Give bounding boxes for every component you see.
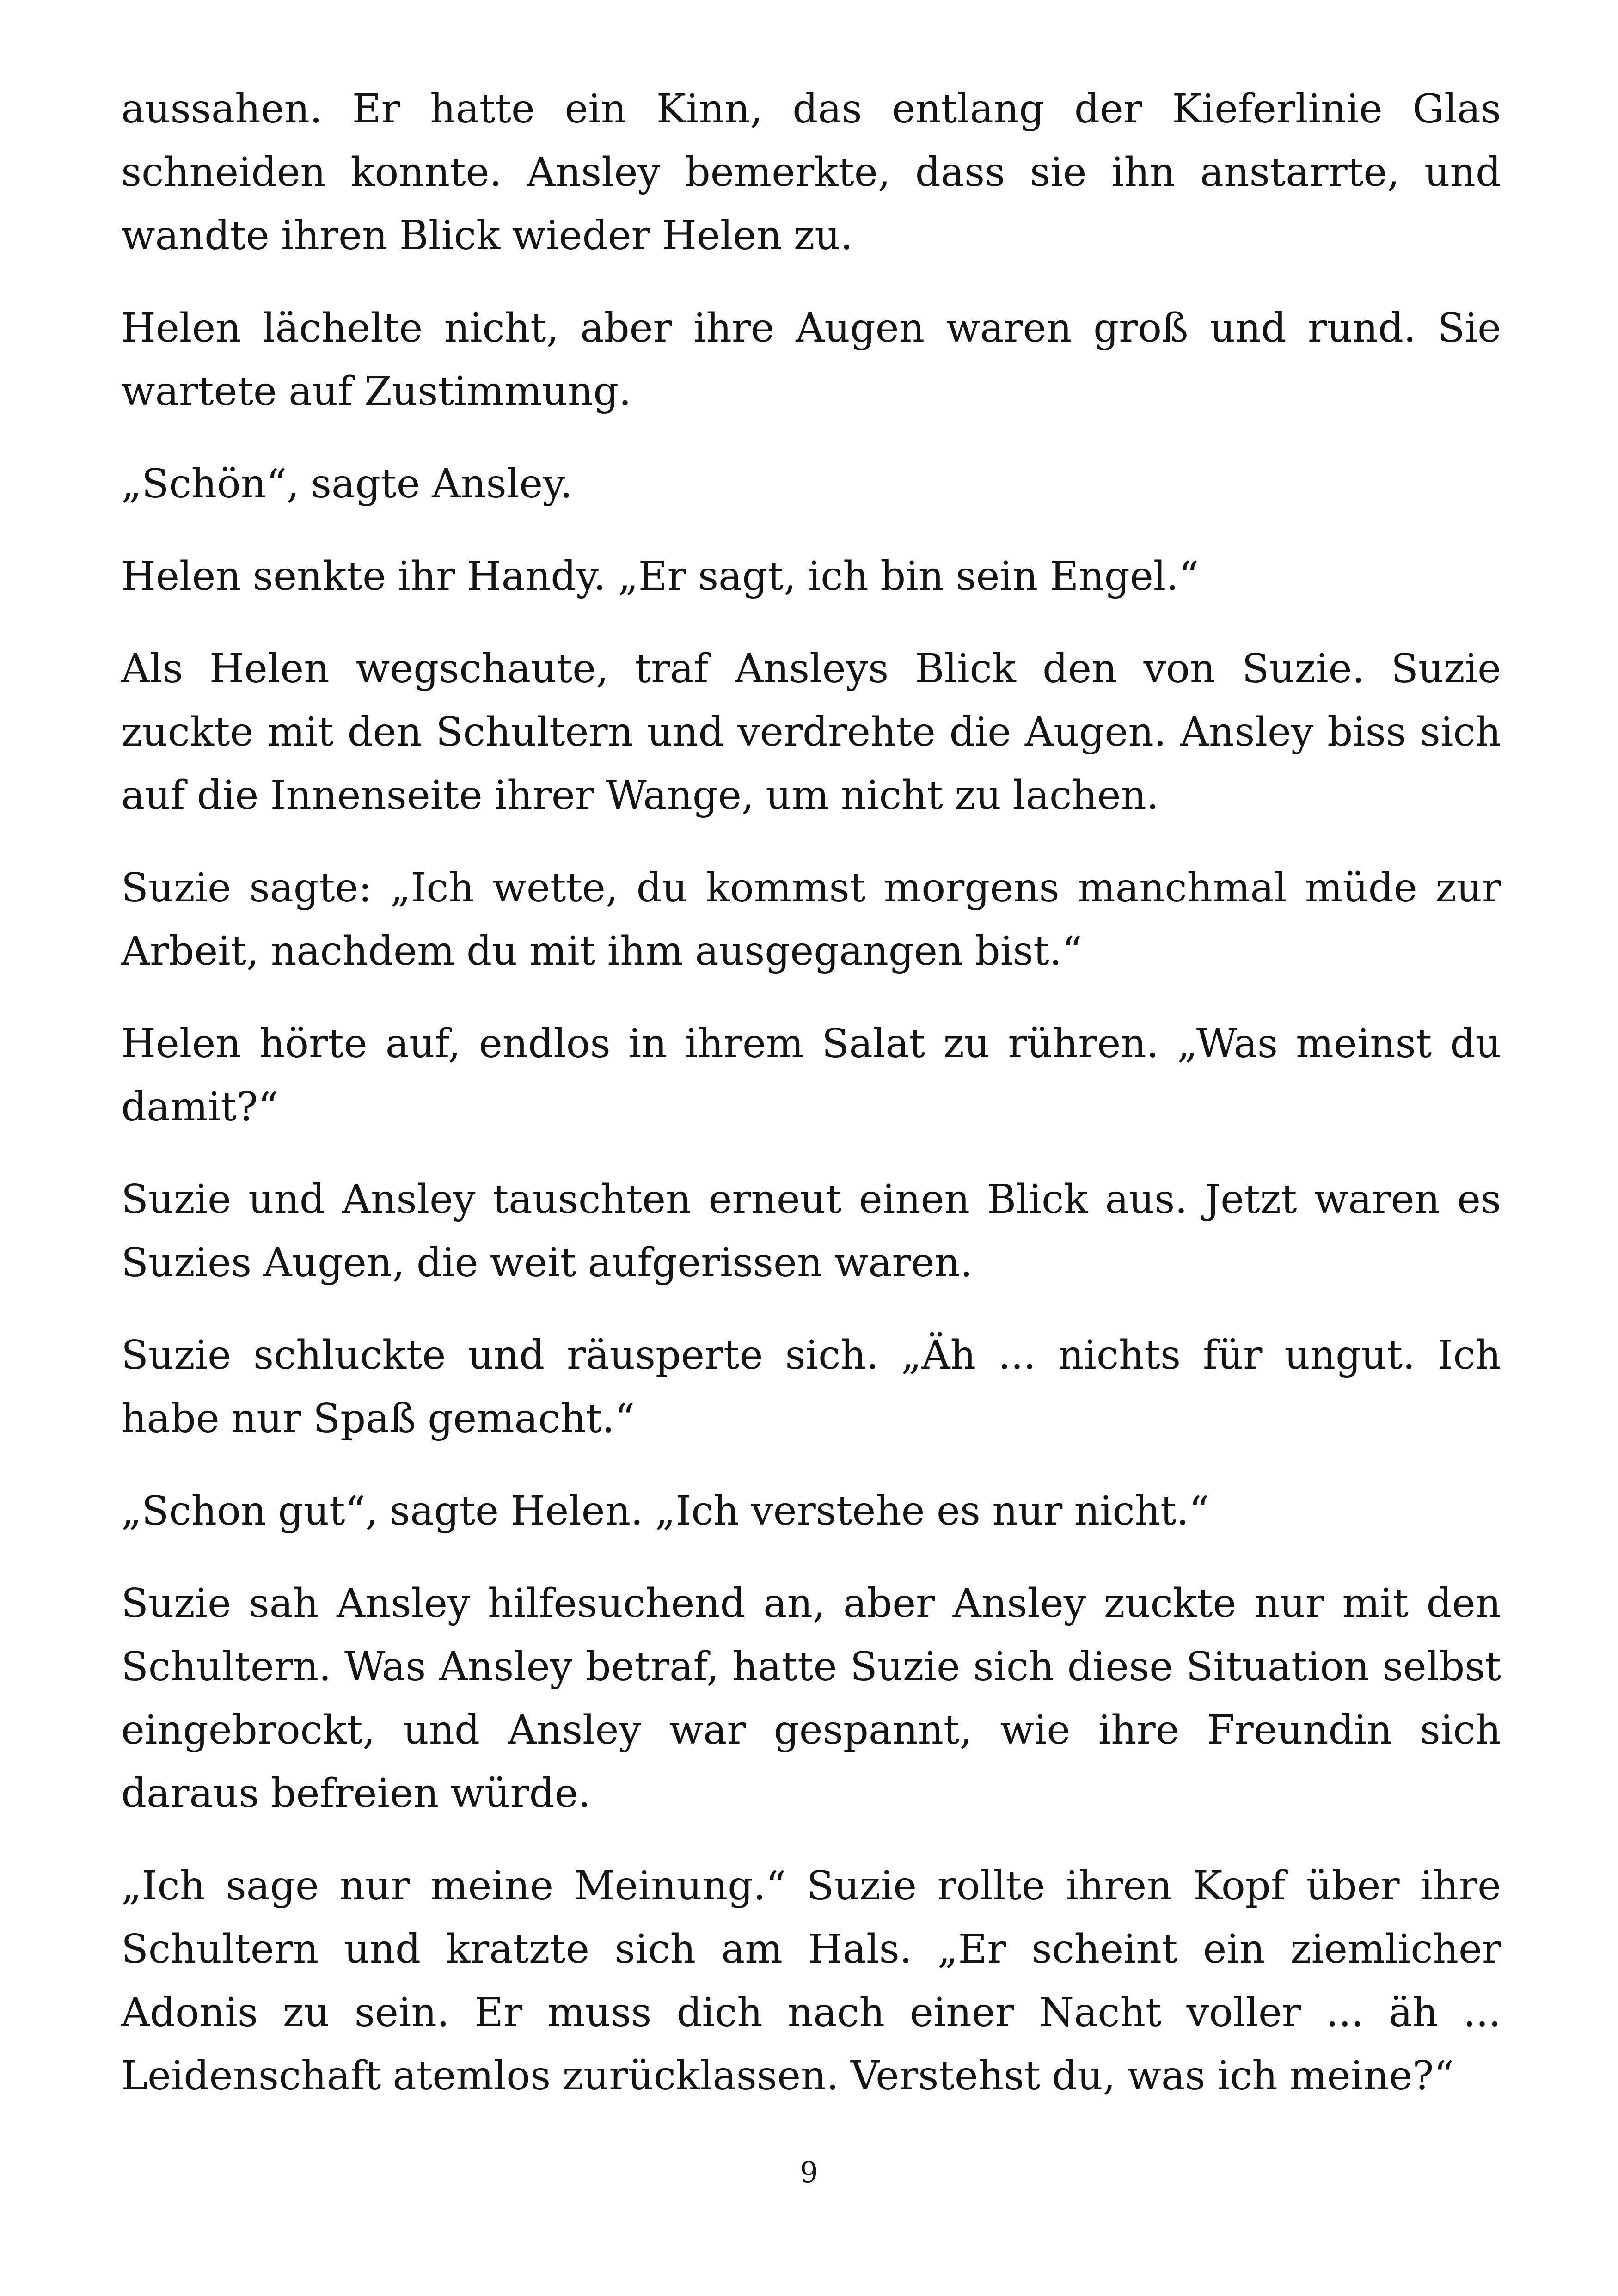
body-text — [121, 78, 1501, 2137]
paragraph-11: Suzie sah Ansley hilfesuchend an, aber Ansley zuckte nur mit den Schultern. Was Ansley betraf, hatte Suzie sich diese Situation selbst eingebrockt, und Ansley war gespannt, wie ihre Freundin sich daraus befreien würde. — [121, 1580, 1501, 1817]
paragraph-2: Helen lächelte nicht, aber ihre Augen waren groß und rund. Sie wartete auf Zustimmung. — [121, 305, 1501, 415]
paragraph-5: Als Helen wegschaute, traf Ansleys Blick den von Suzie. Suzie zuckte mit den Schultern und verdrehte die Augen. Ansley biss sich auf die Innenseite ihrer Wange, um nicht zu lachen. — [121, 646, 1501, 819]
page-number: 9 — [800, 2155, 818, 2189]
paragraph-1: aussahen. Er hatte ein Kinn, das entlang der Kieferlinie Glas schneiden konnte. Ansley bemerkte, dass sie ihn anstarrte, und wandte ihren Blick wieder Helen zu. — [121, 86, 1501, 259]
paragraph-6: Suzie sagte: „Ich wette, du kommst morgens manchmal müde zur Arbeit, nachdem du mit ihm ausgegangen bist.“ — [121, 865, 1501, 974]
paragraph-7: Helen hörte auf, endlos in ihrem Salat zu rühren. „Was meinst du damit?“ — [121, 1021, 1501, 1130]
paragraph-4: Helen senkte ihr Handy. „Er sagt, ich bin sein Engel.“ — [121, 553, 1199, 600]
paragraph-3: „Schön“, sagte Ansley. — [121, 461, 573, 507]
paragraph-12: „Ich sage nur meine Meinung.“ Suzie rollte ihren Kopf über ihre Schultern und kratzte sich am Hals. „Er scheint ein ziemlicher Adonis zu sein. Er muss dich nach einer Nacht voller ... äh ... Leidenschaft atemlos zurücklassen. Verstehst du, was ich meine?“ — [121, 1863, 1501, 2099]
paragraph-9: Suzie schluckte und räusperte sich. „Äh ... nichts für ungut. Ich habe nur Spaß gemacht.“ — [121, 1332, 1501, 1442]
paragraph-10: „Schon gut“, sagte Helen. „Ich verstehe es nur nicht.“ — [121, 1488, 1209, 1534]
paragraph-8: Suzie und Ansley tauschten erneut einen Blick aus. Jetzt waren es Suzies Augen, die weit aufgerissen waren. — [121, 1176, 1501, 1286]
